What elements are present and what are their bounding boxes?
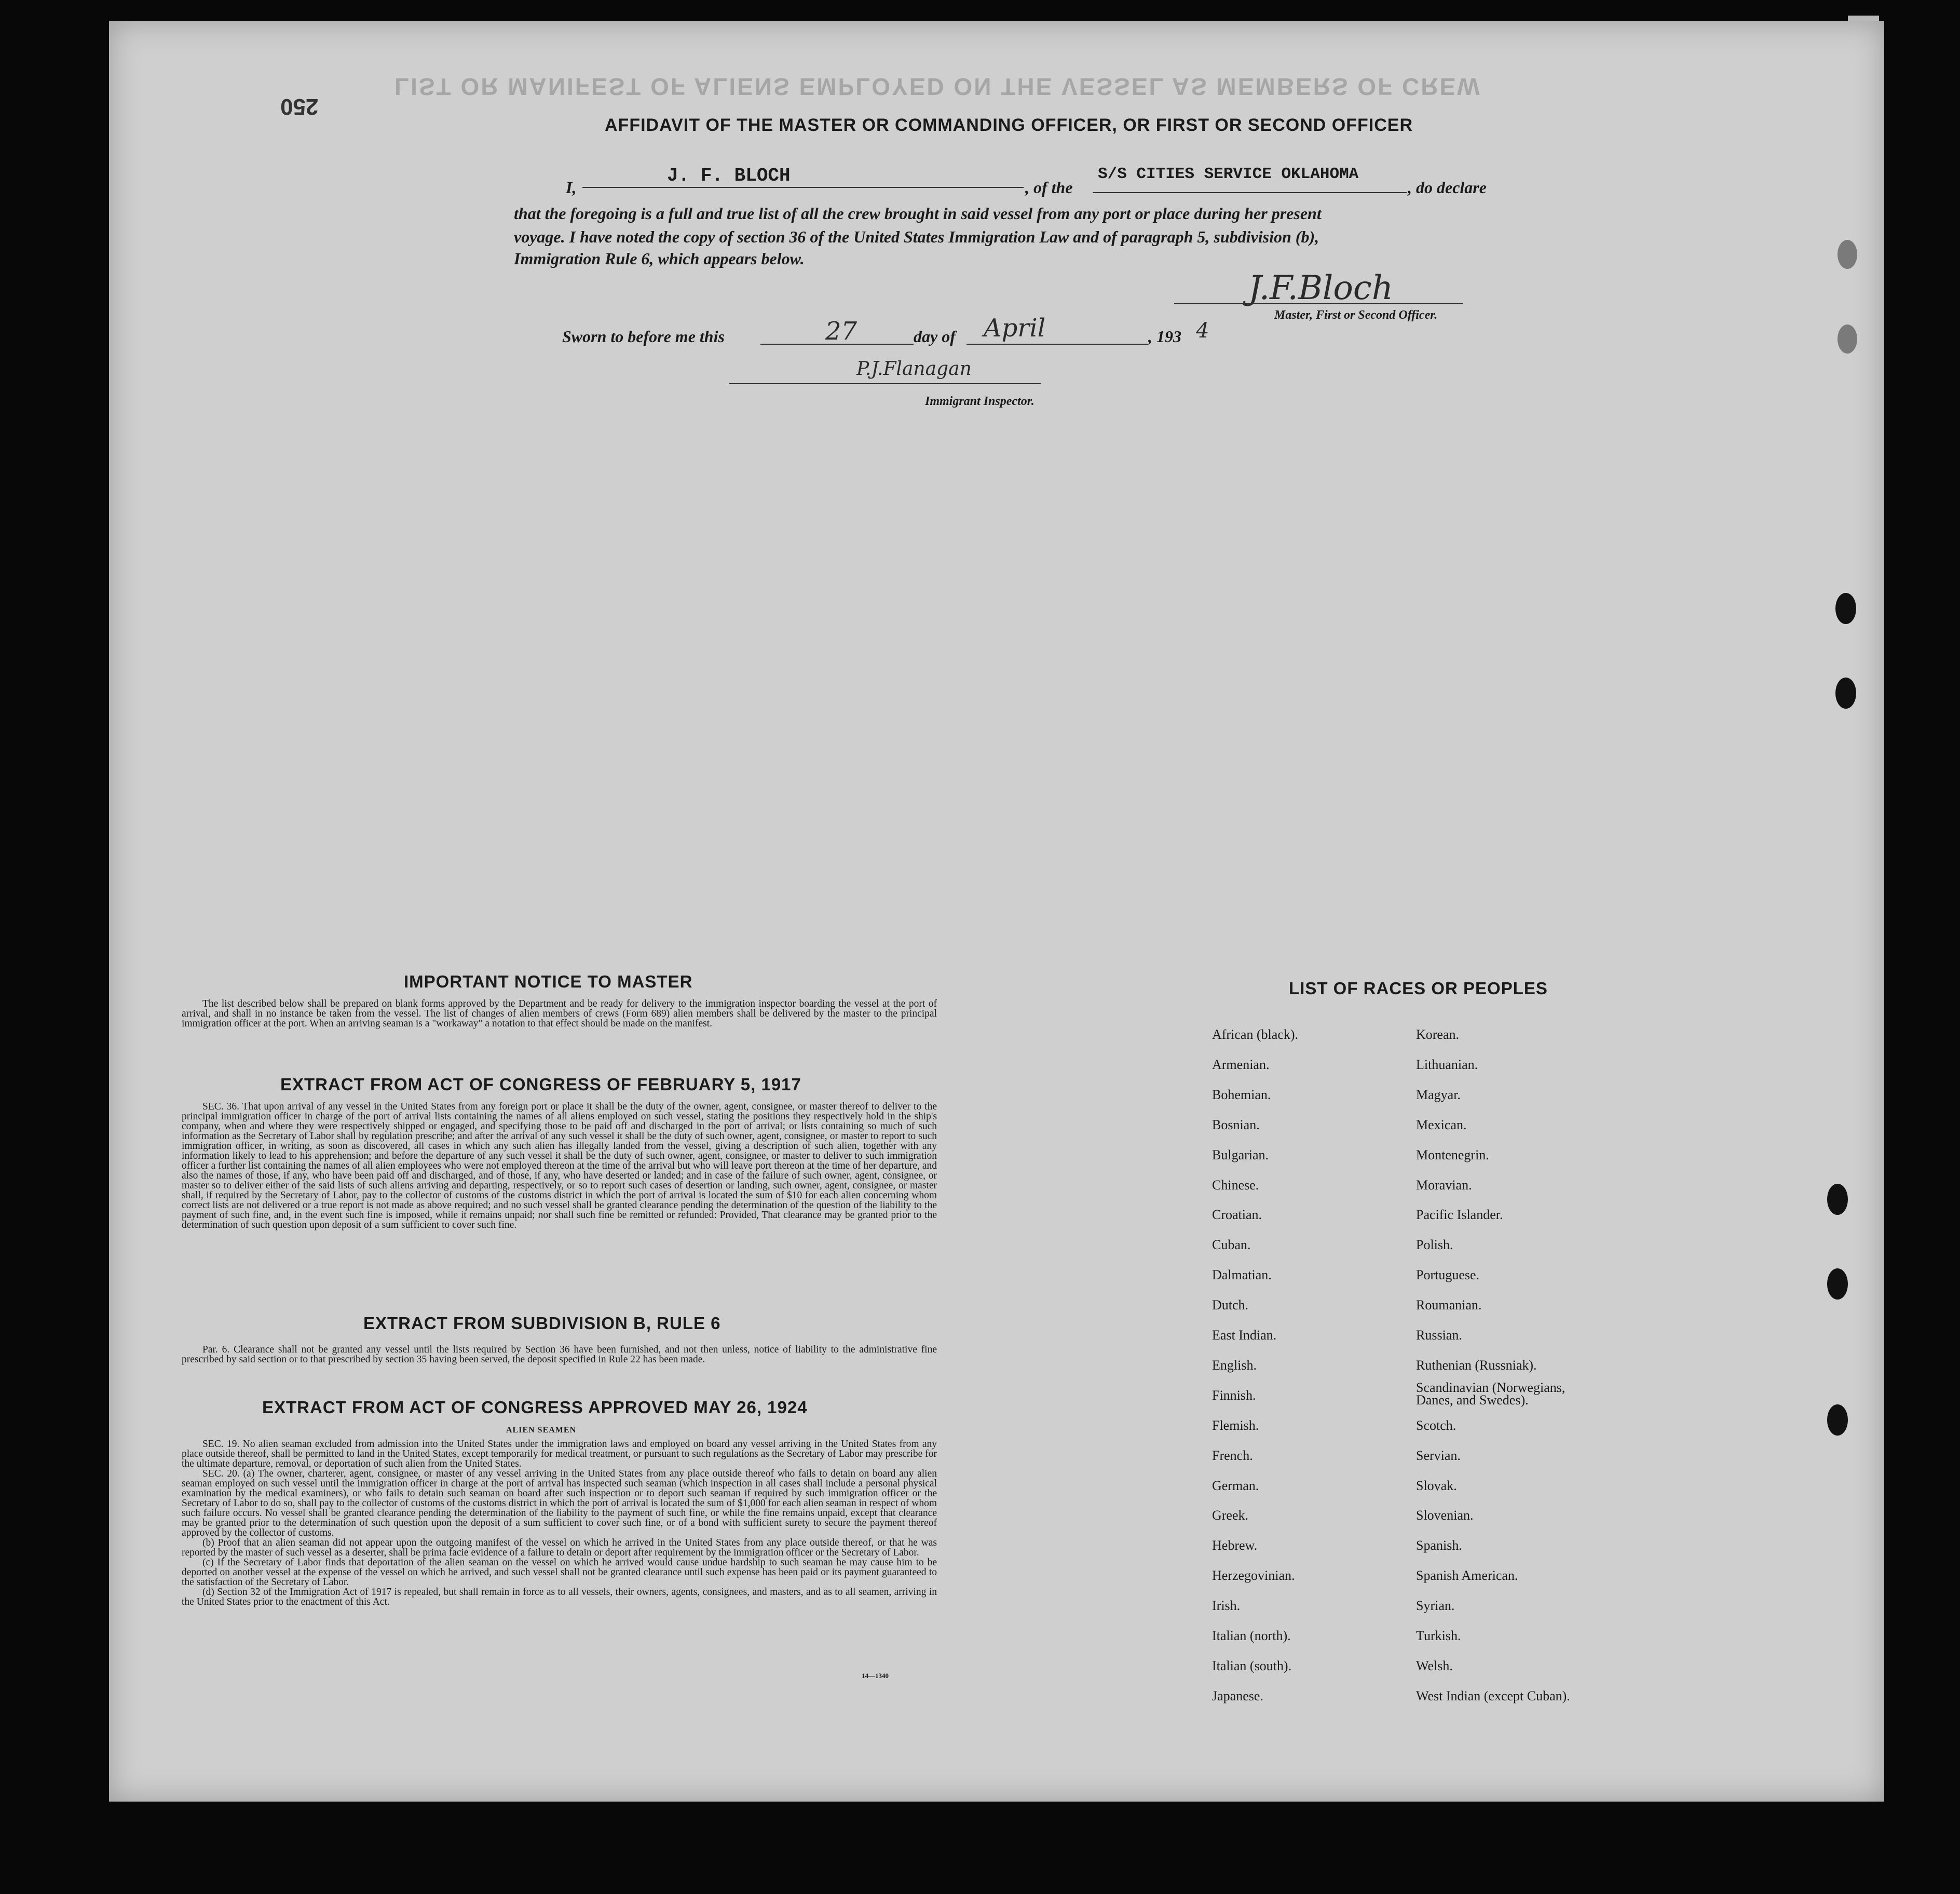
day-of-label: day of xyxy=(914,327,956,346)
notice-text xyxy=(182,999,937,1029)
master-signature-label: Master, First or Second Officer. xyxy=(1274,308,1438,322)
sec-19-paragraph: SEC. 19. No alien seaman excluded from admission into the United States under the immigration laws and employed on board any vessel arriving in the United States from any place outside thereof, shall be permitted to land in the United States, except temporarily for medical treatment, or pursuant to such regulations as the Secretary of Labor may prescribe for the ultimate departure, removal, or deportation of such alien from the United States. xyxy=(182,1439,937,1469)
vessel-line xyxy=(1093,192,1407,193)
alien-seamen-subtitle: ALIEN SEAMEN xyxy=(506,1426,577,1435)
notice-paragraph: The list described below shall be prepared on blank forms approved by the Department and be ready for delivery to the immigration inspector boarding the vessel at the port of arrival, and shall in no instance be taken from the vessel. The list of changes of alien members of crews (Form 689) alien members shall be delivered by the master to the principal immigration officer at the port. When an arriving seaman is a "workaway" a notation to that effect should be made on the manifest. xyxy=(182,998,937,1029)
notice-title: IMPORTANT NOTICE TO MASTER xyxy=(404,972,693,991)
master-name: J. F. BLOCH xyxy=(667,165,791,186)
sec-36-paragraph: SEC. 36. That upon arrival of any vessel in the United States from any foreign port or place it shall be the duty of the owner, agent, consignee, or master thereof to deliver to the principal immigration officer in charge of the port of arrival lists containing the names of all aliens employed on such vessel, stating the positions they respectively hold in the ship's company, when and where they were respectively shipped or engaged, and specifying those to be paid off and discharged in the port of arrival; or lists containing so much of such information as the Secretary of Labor shall by regulation prescribe; and after the arrival of any such vessel it shall be the duty of such owner, agent, consignee, or master to report to such immigration officer, in writing, as soon as discovered, all cases in which any such alien has illegally landed from the vessel, giving a description of such alien, together with any information likely to lead to his apprehension; and before the departure of any such vessel it shall be the duty of such owner, agent, consignee, or master to deliver to such immigration officer a further list containing the names of all alien employees who were not employed thereon at the time of the arrival but who will leave port thereon at the time of her departure, and also the names of those, if any, who have been paid off and discharged, and of those, if any, who have deserted or landed; and in case of the failure of such owner, agent, consignee, or master so to deliver either of the said lists of such aliens arriving and departing, respectively, or so to report such cases of desertion or landing, such owner, agent, consignee, or master shall, if required by the Secretary of Labor, pay to the collector of customs of the customs district in which the port of arrival is located the sum of $10 for each alien concerning whom correct lists are not delivered or a true report is not made as above required; and no such vessel shall be granted clearance pending the determination of the question of the liability to the payment of such fine, and, in the event such fine is imposed, while it remains unpaid; nor shall such fine be remitted or refunded: Provided, That clearance may be granted prior to the determination of such question upon deposit of a sum sufficient to cover such fine. xyxy=(182,1101,937,1230)
ghost-header: LIST OR MANIFEST OF ALIENS EMPLOYED ON THE VESSEL AS MEMBERS OF CREW xyxy=(394,73,1481,100)
sworn-month-line xyxy=(967,344,1148,345)
sworn-day: 27 xyxy=(825,317,857,346)
year-suffix: 4 xyxy=(1196,319,1209,343)
punch-hole xyxy=(1837,324,1857,354)
race-item: Japanese. xyxy=(1212,1688,1263,1703)
race-item: Syrian. xyxy=(1416,1598,1455,1614)
race-item: English. xyxy=(1212,1357,1257,1373)
race-item: Italian (north). xyxy=(1212,1628,1291,1643)
extract-rule6-text xyxy=(182,1345,937,1364)
race-item: Italian (south). xyxy=(1212,1658,1292,1673)
race-item: Scandinavian (Norwegians, Danes, and Swedes). xyxy=(1416,1379,1566,1408)
race-item: Chinese. xyxy=(1212,1177,1259,1193)
race-item: German. xyxy=(1212,1478,1259,1493)
name-line xyxy=(582,187,1024,188)
race-item: Herzegovinian. xyxy=(1212,1568,1295,1584)
race-item: Welsh. xyxy=(1416,1658,1453,1673)
race-item: Portuguese. xyxy=(1416,1267,1480,1283)
par-6-paragraph: Par. 6. Clearance shall not be granted any vessel until the lists required by Section 36 have been furnished, and not then unless, notice of liability to the administrative fine prescribed by said section or to that prescribed by section 35 having been served, the deposit specified in Rule 22 has been made. xyxy=(182,1344,937,1365)
page-number: 250 xyxy=(280,94,319,119)
sec-20d-paragraph: (d) Section 32 of the Immigration Act of 1917 is repealed, but shall remain in force as to all vessels, their owners, agents, consignees, and masters, and as to all seamen, arriving in the United States prior to the enactment of this Act. xyxy=(182,1587,937,1607)
race-item: Spanish American. xyxy=(1416,1568,1518,1584)
inspector-label: Immigrant Inspector. xyxy=(925,395,1035,408)
punch-hole xyxy=(1835,593,1856,624)
race-item: Pacific Islander. xyxy=(1416,1207,1503,1223)
races-title: LIST OF RACES OR PEOPLES xyxy=(1289,979,1548,998)
race-item: French. xyxy=(1212,1447,1253,1463)
race-item: Greek. xyxy=(1212,1508,1249,1523)
race-item: Dalmatian. xyxy=(1212,1267,1272,1283)
race-item: Armenian. xyxy=(1212,1057,1270,1072)
race-item: Magyar. xyxy=(1416,1087,1461,1102)
race-item: Croatian. xyxy=(1212,1207,1262,1223)
race-item: Cuban. xyxy=(1212,1237,1251,1253)
race-item: Lithuanian. xyxy=(1416,1057,1478,1072)
punch-hole xyxy=(1827,1404,1848,1436)
sworn-label: Sworn to before me this xyxy=(562,327,725,346)
race-item: Spanish. xyxy=(1416,1538,1462,1553)
race-item: East Indian. xyxy=(1212,1328,1277,1343)
do-declare-label: , do declare xyxy=(1408,178,1487,197)
of-the-label: , of the xyxy=(1025,178,1073,197)
race-item: Mexican. xyxy=(1416,1117,1467,1132)
race-item: Russian. xyxy=(1416,1328,1462,1343)
affidavit-line-4: Immigration Rule 6, which appears below. xyxy=(514,249,805,268)
race-item: Slovenian. xyxy=(1416,1508,1474,1523)
race-item: West Indian (except Cuban). xyxy=(1416,1688,1570,1703)
race-item: Bosnian. xyxy=(1212,1117,1260,1132)
signature-line xyxy=(1174,303,1463,304)
race-item: Korean. xyxy=(1416,1027,1460,1042)
sworn-month: April xyxy=(984,314,1046,343)
vessel-name: S/S CITIES SERVICE OKLAHOMA xyxy=(1098,165,1359,183)
affidavit-line-3: voyage. I have noted the copy of section 36 of the United States Immigration Law and of paragraph 5, subdivision (b), xyxy=(514,227,1319,246)
race-item: Moravian. xyxy=(1416,1177,1472,1193)
punch-hole xyxy=(1835,678,1856,709)
punch-hole xyxy=(1837,240,1857,269)
affidavit-line-2: that the foregoing is a full and true list of all the crew brought in said vessel from any port or place during her present xyxy=(514,204,1322,223)
race-item: Servian. xyxy=(1416,1447,1461,1463)
i-label: I, xyxy=(566,178,577,197)
inspector-line xyxy=(729,383,1041,384)
affidavit-title: AFFIDAVIT OF THE MASTER OR COMMANDING OFFICER, OR FIRST OR SECOND OFFICER xyxy=(605,115,1413,135)
race-item: Roumanian. xyxy=(1416,1297,1482,1313)
punch-hole xyxy=(1827,1268,1848,1300)
race-item: Turkish. xyxy=(1416,1628,1461,1643)
extract-1917-title: EXTRACT FROM ACT OF CONGRESS OF FEBRUARY 5, 1917 xyxy=(280,1075,801,1094)
sec-20b-paragraph: (b) Proof that an alien seaman did not appear upon the outgoing manifest of the vessel on which he arrived in the United States from any place outside thereof, or that he was reported by the master of such vessel as a deserter, shall be prima facie evidence of a failure to detain or deport after requirement by the immigration officer or the Secretary of Labor. xyxy=(182,1537,937,1558)
race-item: Polish. xyxy=(1416,1237,1453,1253)
race-item: Finnish. xyxy=(1212,1387,1256,1403)
race-item: African (black). xyxy=(1212,1027,1299,1042)
race-item: Scotch. xyxy=(1416,1417,1457,1433)
race-item: Bohemian. xyxy=(1212,1087,1271,1102)
sec-20a-paragraph: SEC. 20. (a) The owner, charterer, agent, consignee, or master of any vessel arriving in the United States from any place outside thereof who fails to detain on board any alien seaman employed on such vessel until the immigration officer in charge at the port of arrival has inspected such seaman (which inspection in all cases shall include a personal physical examination by the medical examiners), or who fails to detain such seaman on board after such inspection or to deport such seaman if required by such immigration officer or the Secretary of Labor to do so, shall pay to the collector of customs of the customs district in which the port of arrival is located the sum of $1,000 for each alien seaman in respect of whom such failure occurs. No vessel shall be granted clearance pending the determination of the liability to the payment of such fine, or while the fine remains unpaid, except that clearance may be granted prior to the determination of such question upon the deposit of a sum sufficient to cover such fine, or of a bond with sufficient surety to secure the payment thereof approved by the collector of customs. xyxy=(182,1468,937,1538)
sec-20c-paragraph: (c) If the Secretary of Labor finds that deportation of the alien seaman on the vessel on which he arrived would cause undue hardship to such seaman he may cause him to be deported on another vessel at the expense of the vessel on which he arrived, and such vessel shall not be granted clearance until such expense has been paid or its payment guaranteed to the satisfaction of the Secretary of Labor. xyxy=(182,1557,937,1588)
extract-rule6-title: EXTRACT FROM SUBDIVISION B, RULE 6 xyxy=(363,1314,721,1333)
race-item: Dutch. xyxy=(1212,1297,1249,1313)
extract-1917-text xyxy=(182,1102,937,1230)
race-item: Irish. xyxy=(1212,1598,1241,1614)
form-code: 14—1340 xyxy=(862,1672,889,1680)
race-item: Montenegrin. xyxy=(1416,1147,1489,1162)
race-item: Bulgarian. xyxy=(1212,1147,1269,1162)
master-signature: J.F.Bloch xyxy=(1248,269,1393,307)
race-item: Ruthenian (Russniak). xyxy=(1416,1357,1537,1373)
extract-1924-title: EXTRACT FROM ACT OF CONGRESS APPROVED MAY 26, 1924 xyxy=(262,1398,808,1417)
race-item: Hebrew. xyxy=(1212,1538,1258,1553)
punch-hole xyxy=(1827,1184,1848,1215)
inspector-signature: P.J.Flanagan xyxy=(856,358,972,380)
extract-1924-text xyxy=(182,1439,937,1607)
race-item: Flemish. xyxy=(1212,1417,1259,1433)
race-item: Slovak. xyxy=(1416,1478,1457,1493)
year-prefix: , 193 xyxy=(1148,327,1181,346)
